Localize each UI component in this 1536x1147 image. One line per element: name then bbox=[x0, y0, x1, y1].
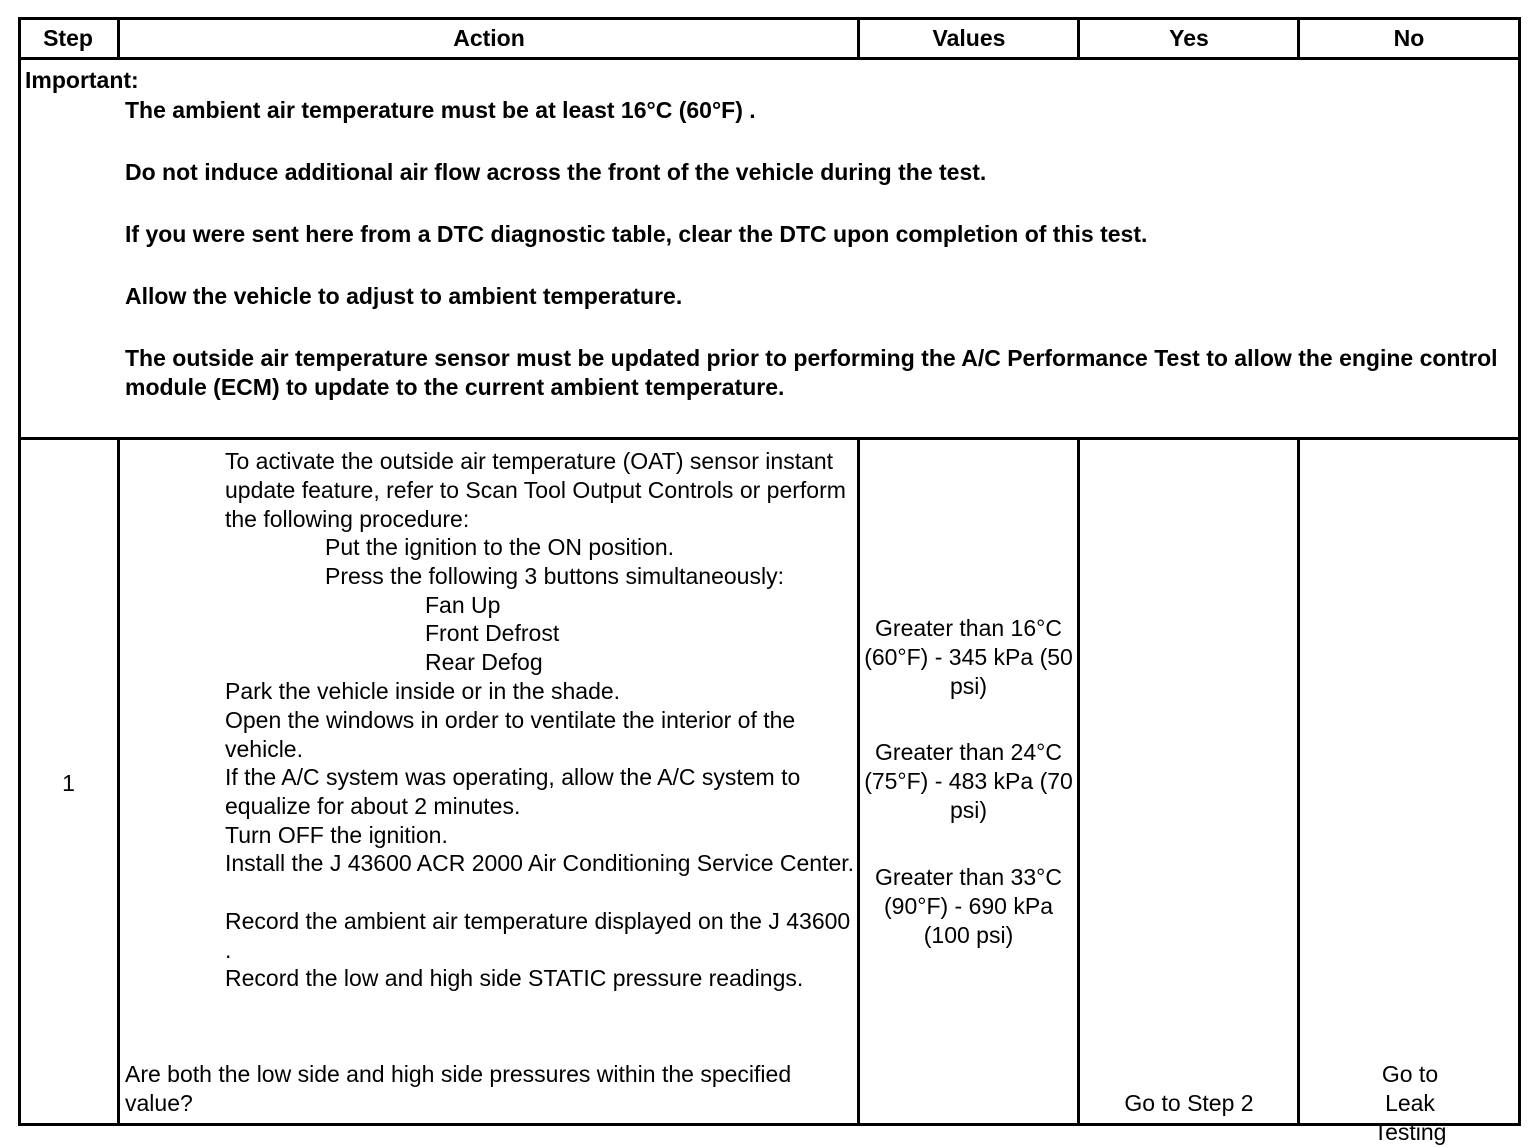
action-line: Fan Up bbox=[425, 592, 501, 618]
col-divider-action-row1 bbox=[857, 437, 860, 1126]
value-spec: Greater than 24°C (75°F) - 483 kPa (70 psi) bbox=[864, 739, 1073, 823]
value-spec: Greater than 16°C (60°F) - 345 kPa (50 psi) bbox=[864, 615, 1073, 699]
important-item: If you were sent here from a DTC diagnostic table, clear the DTC upon completion of this test. bbox=[125, 221, 1148, 247]
header-values: Values bbox=[932, 25, 1006, 51]
important-item: Allow the vehicle to adjust to ambient temperature. bbox=[125, 283, 683, 309]
step-number: 1 bbox=[62, 770, 75, 796]
important-item: The outside air temperature sensor must be updated prior to performing the A/C Performance Test to allow the engine control module (ECM) to update to the current ambient temperature. bbox=[125, 345, 1498, 400]
action-line: If the A/C system was operating, allow the A/C system to equalize for about 2 minutes. bbox=[225, 764, 801, 819]
action-line: Record the low and high side STATIC pressure readings. bbox=[225, 965, 804, 991]
col-divider-values-row1 bbox=[1077, 437, 1080, 1126]
action-line: Open the windows in order to ventilate the interior of the vehicle. bbox=[225, 707, 796, 762]
important-list bbox=[125, 96, 1505, 435]
no-link[interactable]: Go to Leak Testing bbox=[1373, 1061, 1447, 1145]
action-line: Park the vehicle inside or in the shade. bbox=[225, 678, 621, 704]
important-title: Important: bbox=[25, 67, 139, 93]
header-step: Step bbox=[43, 25, 93, 51]
action-line: Put the ignition to the ON position. bbox=[325, 534, 675, 560]
col-divider-yes-row1 bbox=[1297, 437, 1300, 1126]
important-item: The ambient air temperature must be at least 16°C (60°F) . bbox=[125, 97, 756, 123]
value-spec: Greater than 33°C (90°F) - 690 kPa (100 psi) bbox=[875, 864, 1062, 948]
step-question: Are both the low side and high side pressures within the specified value? bbox=[125, 1061, 792, 1116]
action-line: Install the J 43600 ACR 2000 Air Conditioning Service Center. bbox=[225, 850, 855, 876]
action-line: Record the ambient air temperature displayed on the J 43600 . bbox=[225, 908, 851, 963]
yes-link[interactable]: Go to Step 2 bbox=[1124, 1090, 1254, 1116]
action-line: Press the following 3 buttons simultaneously: bbox=[325, 563, 784, 589]
header-action: Action bbox=[453, 25, 525, 51]
header-yes: Yes bbox=[1169, 25, 1209, 51]
diagnostic-table bbox=[18, 17, 1521, 1145]
header-no: No bbox=[1393, 25, 1425, 51]
important-item: Do not induce additional air flow across the front of the vehicle during the test. bbox=[125, 159, 987, 185]
action-line: Front Defrost bbox=[425, 620, 560, 646]
action-line: To activate the outside air temperature (OAT) sensor instant update feature, refer to Scan Tool Output Controls or perform the following procedure: bbox=[225, 448, 846, 532]
action-line: Rear Defog bbox=[425, 649, 543, 675]
important-divider bbox=[18, 437, 1521, 440]
action-line: Turn OFF the ignition. bbox=[225, 822, 448, 848]
